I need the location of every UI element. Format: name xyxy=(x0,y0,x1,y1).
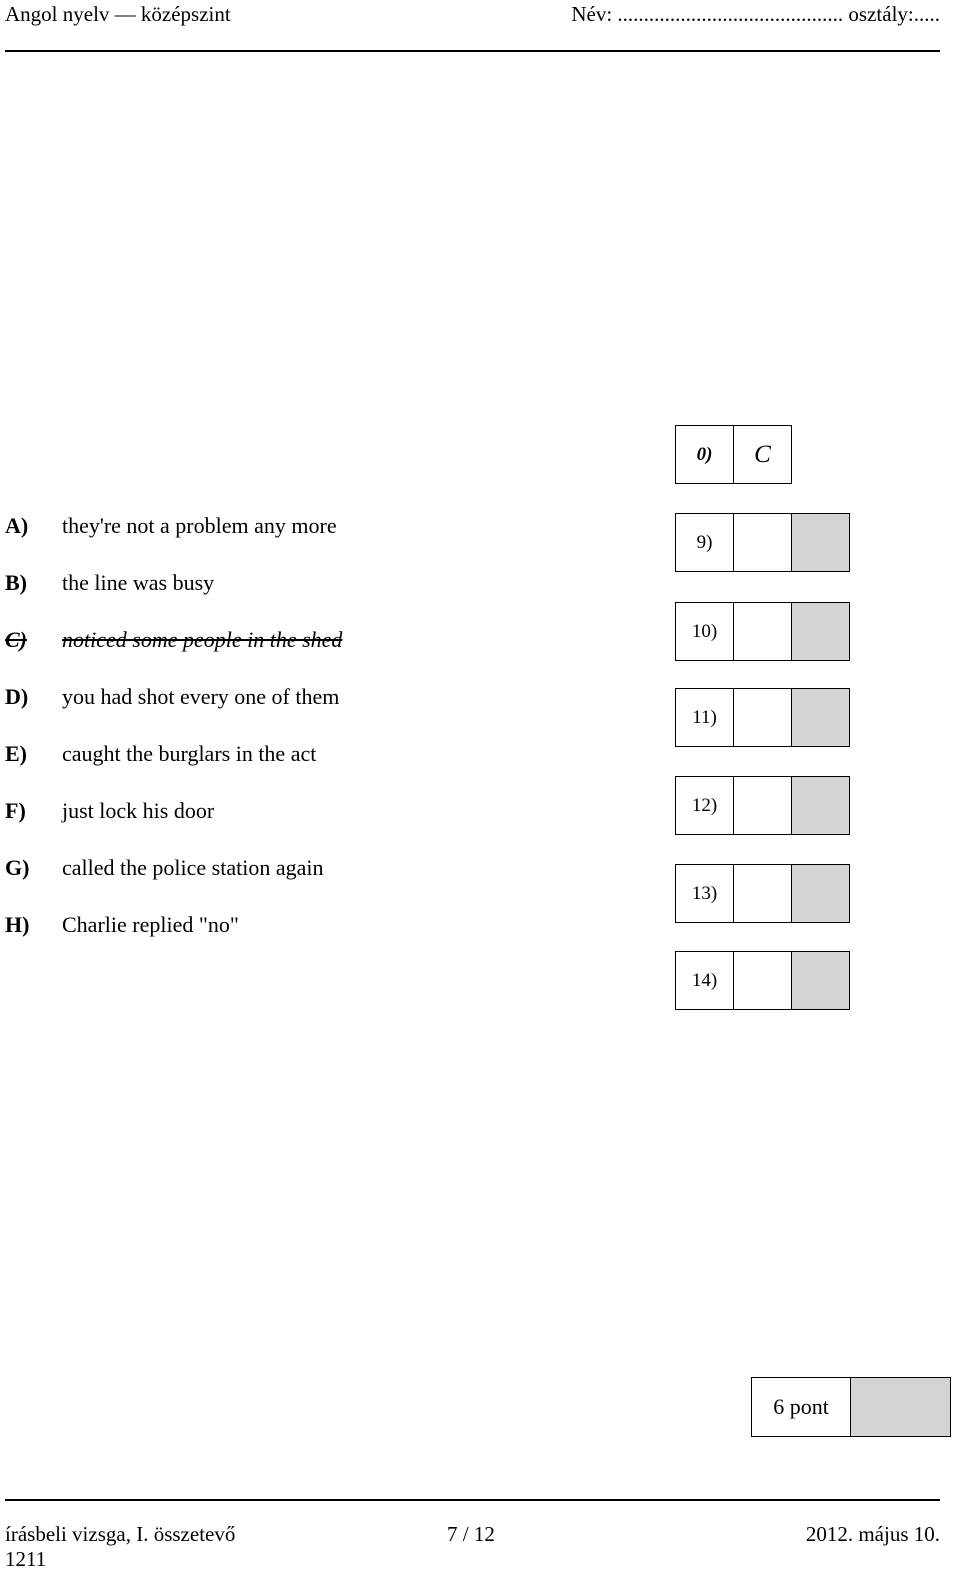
footer-date: 2012. május 10. xyxy=(805,1522,940,1546)
answer-input[interactable] xyxy=(733,776,792,835)
score-label: 6 pont xyxy=(751,1377,851,1437)
option-letter: H) xyxy=(5,912,30,937)
answer-input[interactable] xyxy=(733,864,792,923)
option-letter: G) xyxy=(5,855,30,880)
answer-row-11 xyxy=(675,688,852,747)
option-text: caught the burglars in the act xyxy=(62,741,317,766)
answer-number: 13) xyxy=(675,864,734,923)
footer-exam-part: írásbeli vizsga, I. összetevő xyxy=(5,1522,236,1546)
option-text: called the police station again xyxy=(62,855,324,880)
option-text: they're not a problem any more xyxy=(62,513,337,538)
answer-number: 11) xyxy=(675,688,734,747)
answer-number: 10) xyxy=(675,602,734,661)
answer-input[interactable] xyxy=(733,602,792,661)
option-letter: F) xyxy=(5,798,26,823)
score-marker-cell xyxy=(850,1377,951,1437)
marker-cell xyxy=(791,776,850,835)
answer-number: 12) xyxy=(675,776,734,835)
score-box xyxy=(751,1377,951,1437)
answer-input[interactable] xyxy=(733,513,792,572)
footer-exam-code: 1211 xyxy=(5,1547,47,1571)
example-answer-row xyxy=(675,425,793,484)
footer-page-number: 7 / 12 xyxy=(447,1522,495,1546)
option-letter: B) xyxy=(5,570,27,595)
example-number: 0) xyxy=(675,425,734,484)
header-name-class-field: Név: ........................................... osztály:..... xyxy=(571,2,940,26)
example-answer: C xyxy=(733,425,792,484)
option-text: you had shot every one of them xyxy=(62,684,340,709)
answer-number: 9) xyxy=(675,513,734,572)
answer-row-12 xyxy=(675,776,852,835)
answer-row-9 xyxy=(675,513,852,572)
option-text: noticed some people in the shed xyxy=(62,627,343,652)
answer-input[interactable] xyxy=(733,688,792,747)
answer-input[interactable] xyxy=(733,951,792,1010)
answer-row-10 xyxy=(675,602,852,661)
marker-cell xyxy=(791,513,850,572)
marker-cell xyxy=(791,864,850,923)
option-text: just lock his door xyxy=(62,798,215,823)
marker-cell xyxy=(791,602,850,661)
option-letter: C) xyxy=(5,627,27,652)
header-divider xyxy=(5,50,940,52)
option-text: the line was busy xyxy=(62,570,215,595)
header-subject: Angol nyelv — középszint xyxy=(5,2,231,26)
marker-cell xyxy=(791,688,850,747)
answer-number: 14) xyxy=(675,951,734,1010)
answer-row-13 xyxy=(675,864,852,923)
marker-cell xyxy=(791,951,850,1010)
footer-divider xyxy=(5,1499,940,1501)
option-letter: E) xyxy=(5,741,27,766)
answer-row-14 xyxy=(675,951,852,1010)
option-letter: A) xyxy=(5,513,29,538)
option-letter: D) xyxy=(5,684,29,709)
option-text: Charlie replied "no" xyxy=(62,912,239,937)
